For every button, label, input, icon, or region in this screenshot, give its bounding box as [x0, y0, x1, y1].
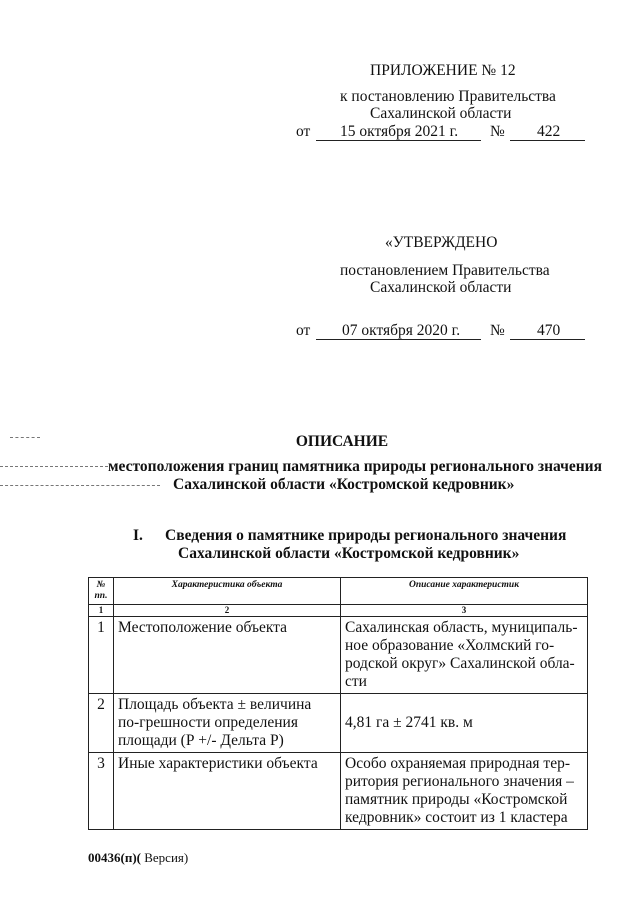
table-row	[89, 694, 588, 753]
row-characteristic: Площадь объекта ± величина по-грешности определения площади (Р +/- Дельта Р)	[114, 694, 341, 753]
approved-number: 470	[537, 322, 561, 339]
description-line1: местоположения границ памятника природы регионального значения	[108, 458, 603, 475]
footer-version	[88, 850, 188, 866]
section-line1: Сведения о памятнике природы регионального значения	[165, 527, 567, 544]
table-row	[89, 617, 588, 694]
approved-number-underline	[510, 339, 585, 340]
description-title: ОПИСАНИЕ	[295, 433, 389, 450]
appendix-no-label: №	[490, 123, 505, 140]
approved-no-label: №	[490, 322, 505, 339]
row-description: Сахалинская область, муниципаль-ное образование «Холмский го-родской округ» Сахалинской обла-сти	[341, 617, 588, 694]
approved-date: 07 октября 2020 г.	[342, 322, 461, 339]
scan-artifact-line	[0, 466, 108, 467]
appendix-date: 15 октября 2021 г.	[340, 123, 459, 140]
header-characteristic: Характеристика объекта	[114, 578, 341, 605]
table-row	[89, 753, 588, 830]
appendix-from-label: от	[296, 123, 311, 140]
header-description: Описание характеристик	[341, 578, 588, 605]
characteristics-table	[88, 577, 588, 830]
row-characteristic: Местоположение объекта	[114, 617, 341, 694]
description-line2: Сахалинской области «Костромской кедровник»	[173, 476, 515, 493]
table-header-row	[89, 578, 588, 605]
row-description: 4,81 га ± 2741 кв. м	[341, 694, 588, 753]
footer-version-label: Версия)	[140, 850, 189, 865]
footer-code: 00436(п)(	[88, 850, 141, 865]
row-characteristic: Иные характеристики объекта	[114, 753, 341, 830]
column-number: 2	[114, 605, 341, 617]
appendix-line1: к постановлению Правительства	[340, 88, 556, 105]
row-number: 2	[89, 694, 114, 753]
header-number: № пп.	[89, 578, 114, 605]
table-column-numbers-row	[89, 605, 588, 617]
appendix-date-underline	[316, 140, 481, 141]
section-line2: Сахалинской области «Костромской кедровник»	[178, 545, 520, 562]
column-number: 3	[341, 605, 588, 617]
approved-line1: постановлением Правительства	[340, 262, 550, 279]
approved-title: «УТВЕРЖДЕНО	[385, 234, 498, 251]
approved-date-underline	[316, 339, 481, 340]
appendix-number: 422	[537, 123, 561, 140]
appendix-title: ПРИЛОЖЕНИЕ № 12	[370, 62, 516, 79]
column-number: 1	[89, 605, 114, 617]
approved-from-label: от	[296, 322, 311, 339]
scan-artifact-line	[0, 485, 160, 486]
section-number: I.	[133, 527, 143, 544]
appendix-line2: Сахалинской области	[370, 105, 512, 122]
row-description: Особо охраняемая природная тер-ритория регионального значения – памятник природы «Костромской кедровник» состоит из 1 кластера	[341, 753, 588, 830]
appendix-number-underline	[510, 140, 585, 141]
approved-line2: Сахалинской области	[370, 279, 512, 296]
row-number: 3	[89, 753, 114, 830]
row-number: 1	[89, 617, 114, 694]
